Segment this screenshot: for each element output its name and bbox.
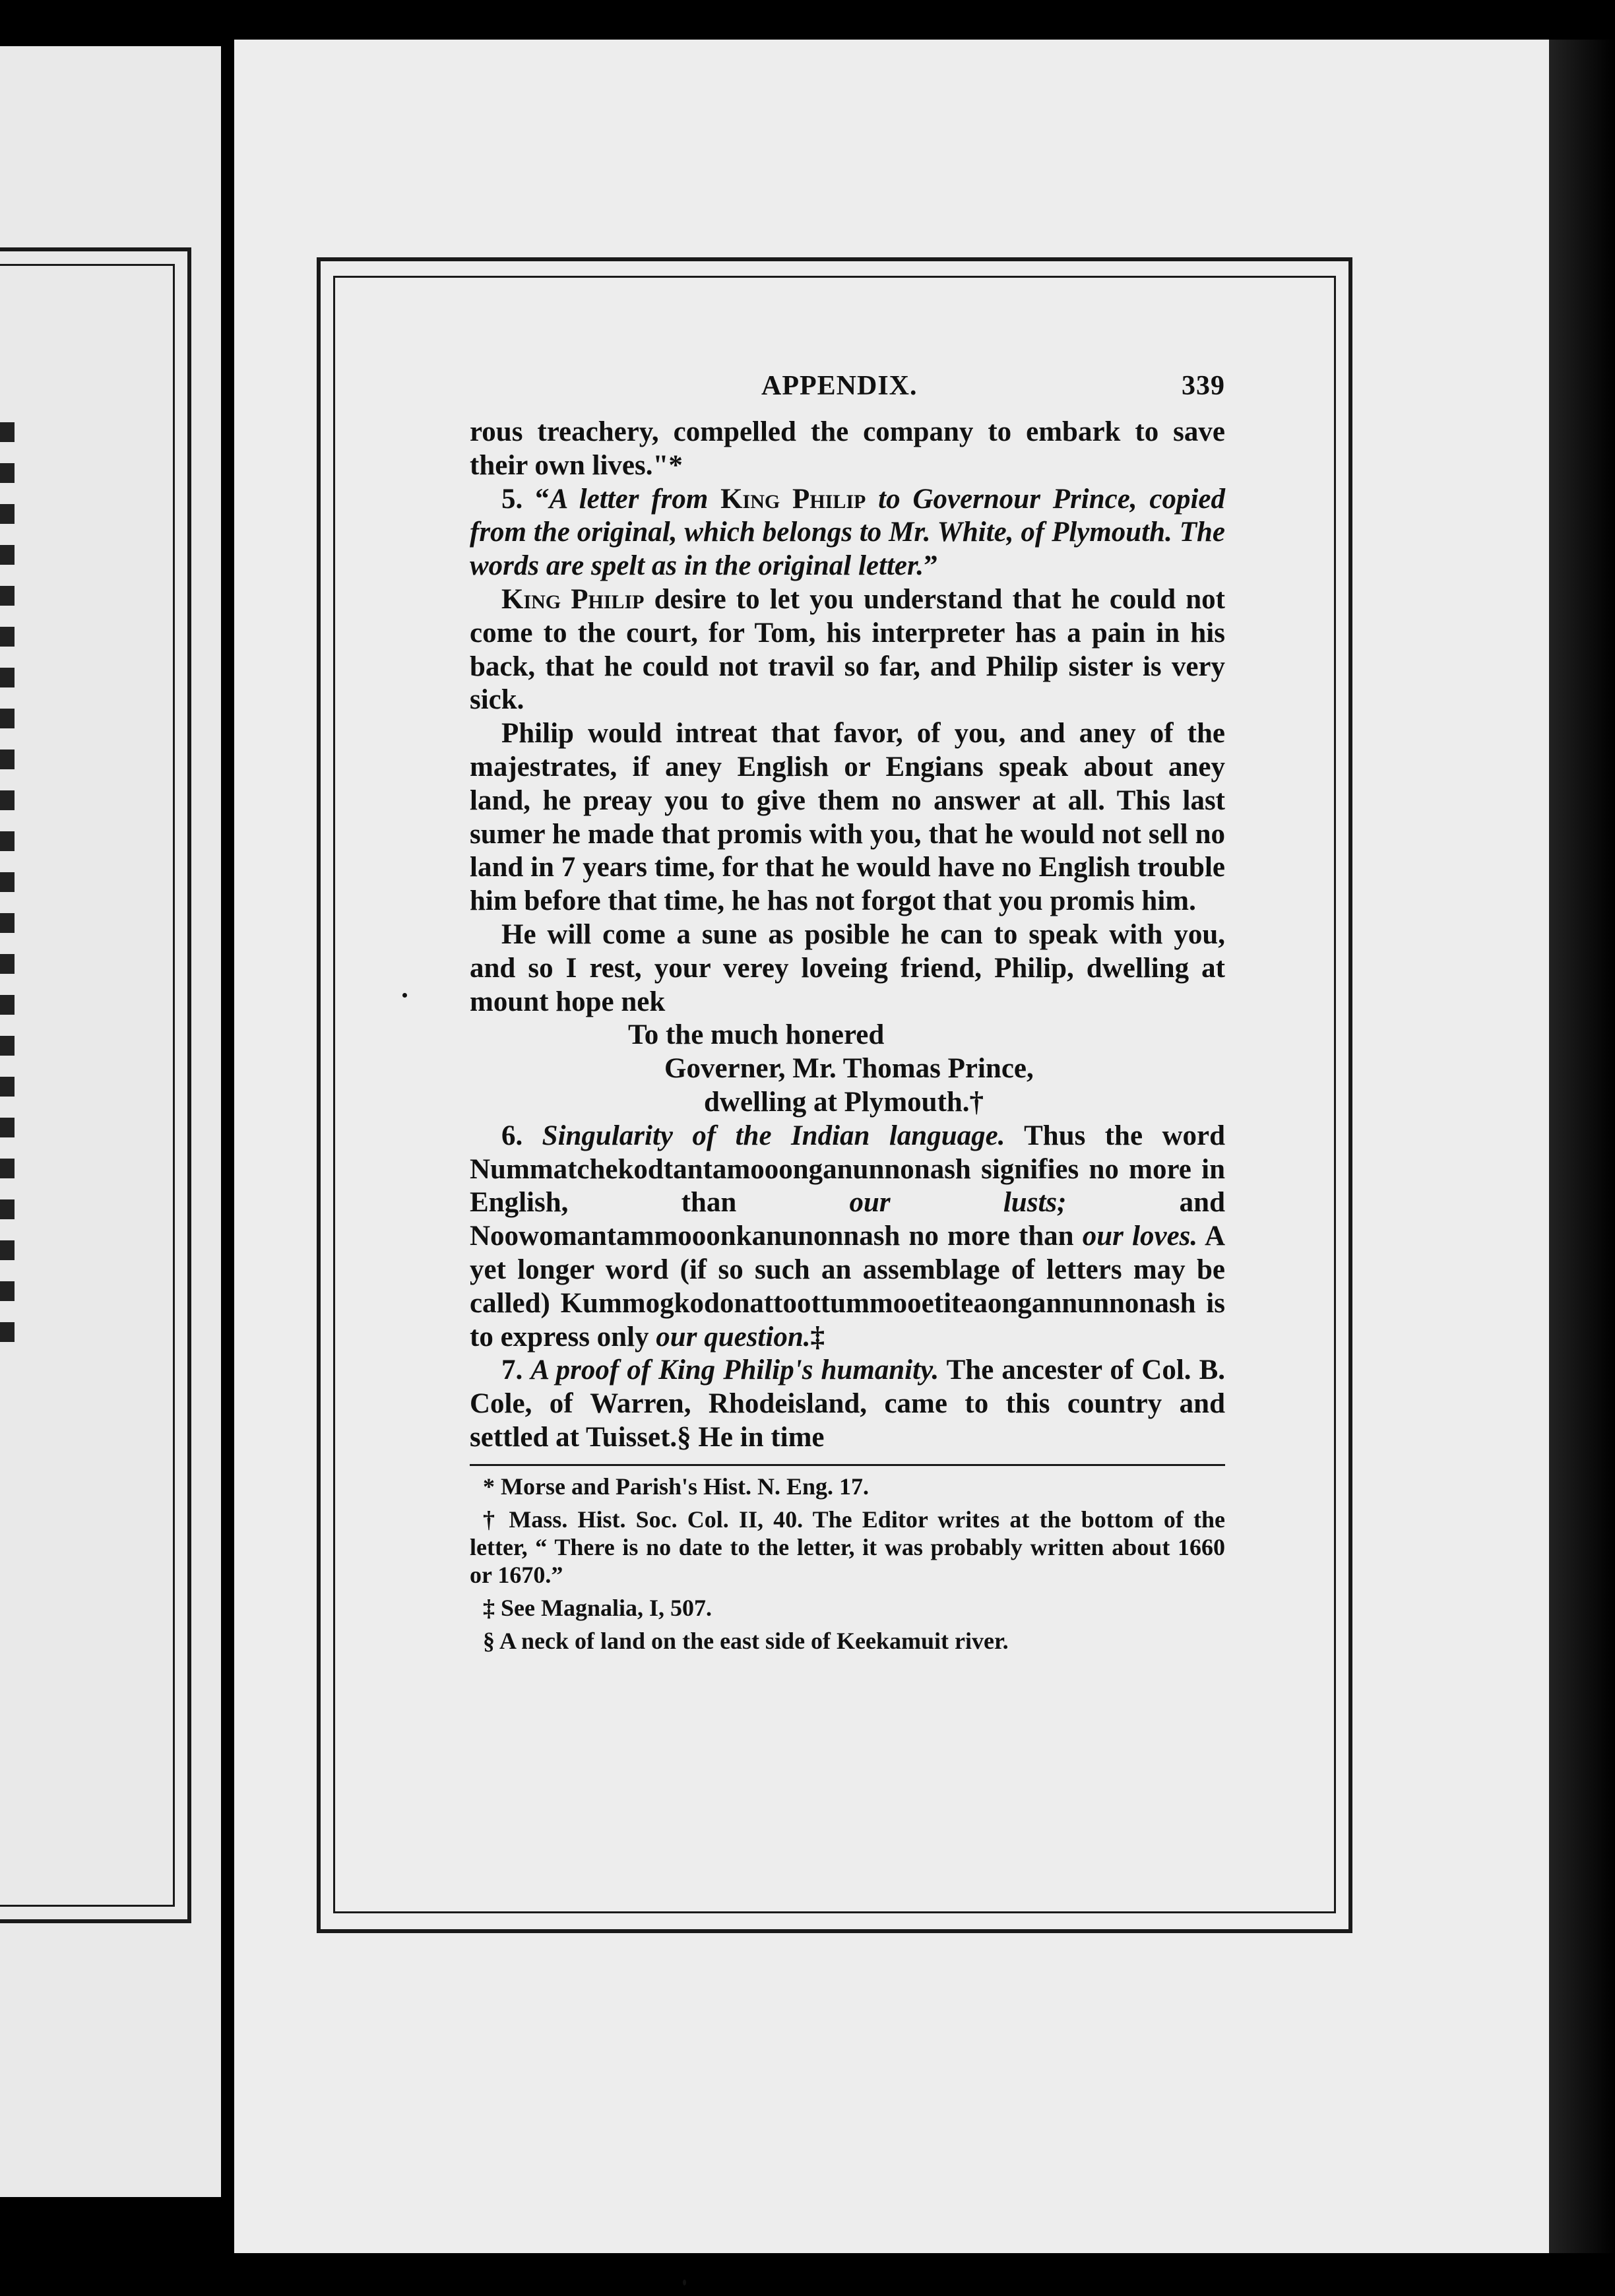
paragraph-text: The ancester of Col. B. Cole, of Warren, Rhodeisland, came to this country and settled at Tuisset.§ He in time [470,1355,1226,1453]
paragraph-text: rous treachery, compelled the company to embark to save their own lives."* [470,416,1225,481]
paragraph-item-7 [470,1354,1225,1454]
page-number: 339 [1182,371,1225,401]
small-caps-name: King Philip [501,583,645,615]
facing-page-text-edge [0,422,15,1346]
paragraph-text: A yet longer word (if so such an assemblage of letters may be called) Kummogkodonattoottummooetiteaongannunnonash is to express only [470,1221,1225,1353]
address-line: dwelling at Plymouth.† [704,1086,984,1118]
footnote: * Morse and Parish's Hist. N. Eng. 17. [483,1473,870,1500]
letter-paragraph [470,583,1225,717]
page-content [470,369,1225,1655]
paragraph-text: Philip would intreat that favor, of you, and aney of the majestrates, if aney English or Engians speak about aney land, he preay you to give them no answer at all. This last sumer he made that promis with you, that he would not sell no land in 7 years time, for that he would have no English trouble him before that time, he has not forgot that you promis him. [470,718,1225,917]
italic-phrase: our question. [656,1321,811,1353]
footnote: † Mass. Hist. Soc. Col. II, 40. The Editor writes at the bottom of the letter, “ There is no date to the letter, it was probably written about 1660 or 1670.” [470,1506,1225,1588]
running-title: APPENDIX. [761,371,918,401]
running-head [470,369,1225,416]
italic-heading: Singularity of the Indian language. [542,1120,1005,1151]
paragraph-text: desire to let you understand that he could not come to the court, for Tom, his interpreter has a pain in his back, that he could not travil so far, and Philip sister is very sick. [470,583,1226,716]
italic-heading: to Governour Prince, copied from the original, which belongs to Mr. White, of Plymouth. The words are spelt as in the original letter. [470,483,1226,582]
item-number: 7. [501,1355,523,1386]
address-line: To the much honered [628,1019,885,1051]
paragraph-continuation [470,416,1225,483]
italic-phrase: our loves. [1082,1221,1198,1252]
facing-page-frame-inner [0,264,175,1907]
item-number: 5. “ [501,483,550,515]
footnote-mark: ‡ [810,1321,825,1353]
letter-paragraph [470,717,1225,918]
closing-quote: ” [924,550,938,582]
ink-speck [683,2280,686,2285]
footnote: § A neck of land on the east side of Keekamuit river. [483,1627,1009,1654]
small-caps-name: King Philip [720,483,866,515]
paragraph-text: He will come a sune as posible he can to speak with you, and so I rest, your verey loveing friend, Philip, dwelling at mount hope nek [470,918,1225,1017]
item-number: 6. [501,1120,523,1151]
italic-heading: A proof of King Philip's humanity. [530,1355,939,1386]
paragraph-item-5 [470,483,1225,583]
italic-phrase: our lusts; [849,1187,1067,1219]
paragraph-item-6 [470,1120,1225,1355]
page-edge-shadow [1549,40,1615,2253]
address-line: Governer, Mr. Thomas Prince, [664,1053,1034,1085]
paragraph-text: Thus the word Nummatchekodtantamooonganunnonash signifies no more in English, than [470,1120,1225,1219]
italic-heading: A letter from [549,483,709,515]
footnote-divider [470,1464,1225,1466]
letter-paragraph [470,918,1225,1019]
footnote: ‡ See Magnalia, I, 507. [483,1594,712,1621]
ink-speck [402,993,407,998]
paragraph-text: and Noowomantammooonkanunonnash no more than [470,1187,1226,1252]
